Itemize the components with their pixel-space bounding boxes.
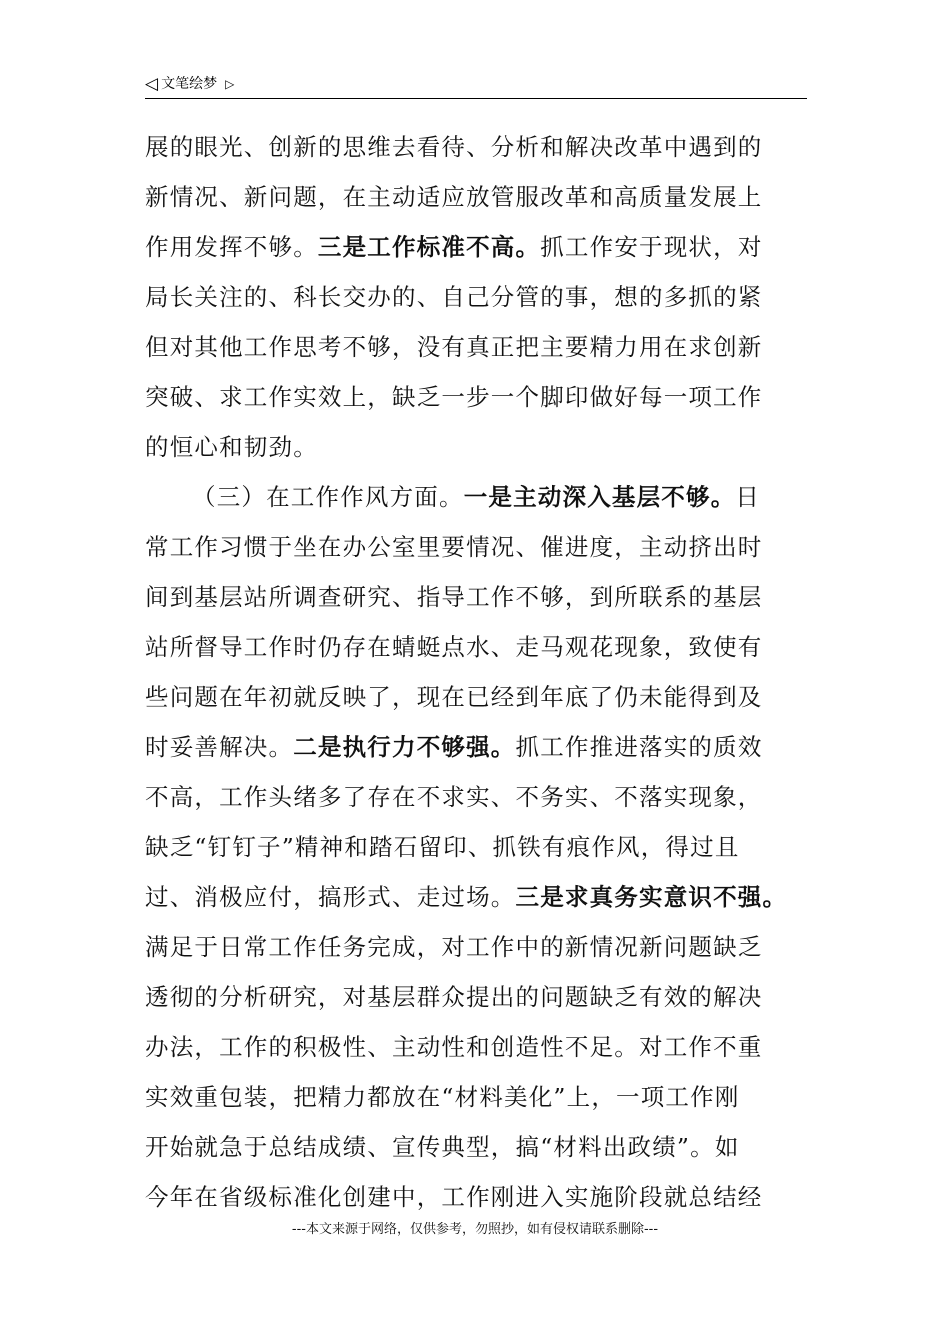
text-line [145, 422, 825, 472]
bold-text-segment: 三是求真务实意识不强。 [515, 883, 788, 911]
bold-text-segment: 三是工作标准不高。 [317, 233, 541, 261]
text-segment: 缺乏“钉钉子”精神和踏石留印、抓铁有痕作风，得过且 [145, 833, 740, 861]
text-line [145, 622, 825, 672]
text-line [145, 472, 825, 522]
text-segment: 抓工作安于现状，对 [540, 233, 763, 261]
text-line [145, 972, 825, 1022]
text-segment: 不高，工作头绪多了存在不求实、不务实、不落实现象， [145, 783, 763, 811]
text-segment: 站所督导工作时仍存在蜻蜓点水、走马观花现象，致使有 [145, 633, 763, 661]
header-title: 文笔绘梦 [161, 76, 218, 92]
text-line [145, 722, 825, 772]
text-segment: 实效重包装，把精力都放在“材料美化”上，一项工作刚 [145, 1083, 740, 1111]
text-segment: 透彻的分析研究，对基层群众提出的问题缺乏有效的解决 [145, 983, 763, 1011]
text-segment: 展的眼光、创新的思维去看待、分析和解决改革中遇到的 [145, 133, 763, 161]
text-segment: 常工作习惯于坐在办公室里要情况、催进度，主动挤出时 [145, 533, 763, 561]
text-line [145, 772, 825, 822]
text-segment: 日 [735, 483, 761, 511]
text-line [145, 222, 825, 272]
text-segment: 抓工作推进落实的质效 [515, 733, 763, 761]
text-segment: 些问题在年初就反映了，现在已经到年底了仍未能得到及 [145, 683, 763, 711]
text-line [145, 372, 825, 422]
text-segment: 间到基层站所调查研究、指导工作不够，到所联系的基层 [145, 583, 763, 611]
text-segment: 时妥善解决。 [145, 733, 294, 761]
text-line [145, 1072, 825, 1122]
text-segment: 新情况、新问题，在主动适应放管服改革和高质量发展上 [145, 183, 763, 211]
text-line [145, 272, 825, 322]
triangle-left-icon: ◁ [145, 74, 159, 94]
text-segment: 的恒心和韧劲。 [145, 433, 318, 461]
text-line [145, 1172, 825, 1222]
footer-disclaimer: ---本文来源于网络，仅供参考，勿照抄，如有侵权请联系删除--- [291, 1222, 659, 1237]
text-segment: 但对其他工作思考不够，没有真正把主要精力用在求创新 [145, 333, 763, 361]
text-line [145, 572, 825, 622]
text-line [145, 922, 825, 972]
text-segment: 今年在省级标准化创建中，工作刚进入实施阶段就总结经 [145, 1183, 763, 1211]
text-line [145, 872, 825, 922]
text-segment: 过、消极应付，搞形式、走过场。 [145, 883, 516, 911]
text-segment: （三）在工作作风方面。 [192, 483, 464, 511]
bold-text-segment: 一是主动深入基层不够。 [463, 483, 736, 511]
text-line [145, 672, 825, 722]
bold-text-segment: 二是执行力不够强。 [293, 733, 516, 761]
document-body [145, 122, 825, 1222]
text-segment: 办法，工作的积极性、主动性和创造性不足。对工作不重 [145, 1033, 763, 1061]
triangle-right-icon: ▷ [225, 77, 235, 91]
text-line [145, 1022, 825, 1072]
page-header [145, 70, 807, 99]
text-line [145, 1122, 825, 1172]
text-line [145, 522, 825, 572]
text-line [145, 322, 825, 372]
text-line [145, 822, 825, 872]
text-segment: 突破、求工作实效上，缺乏一步一个脚印做好每一项工作 [145, 383, 763, 411]
text-segment: 开始就急于总结成绩、宣传典型，搞“材料出政绩”。如 [145, 1133, 740, 1161]
text-segment: 满足于日常工作任务完成，对工作中的新情况新问题缺乏 [145, 933, 763, 961]
text-segment: 作用发挥不够。 [145, 233, 318, 261]
text-line [145, 122, 825, 172]
text-segment: 局长关注的、科长交办的、自己分管的事，想的多抓的紧 [145, 283, 763, 311]
text-line [145, 172, 825, 222]
